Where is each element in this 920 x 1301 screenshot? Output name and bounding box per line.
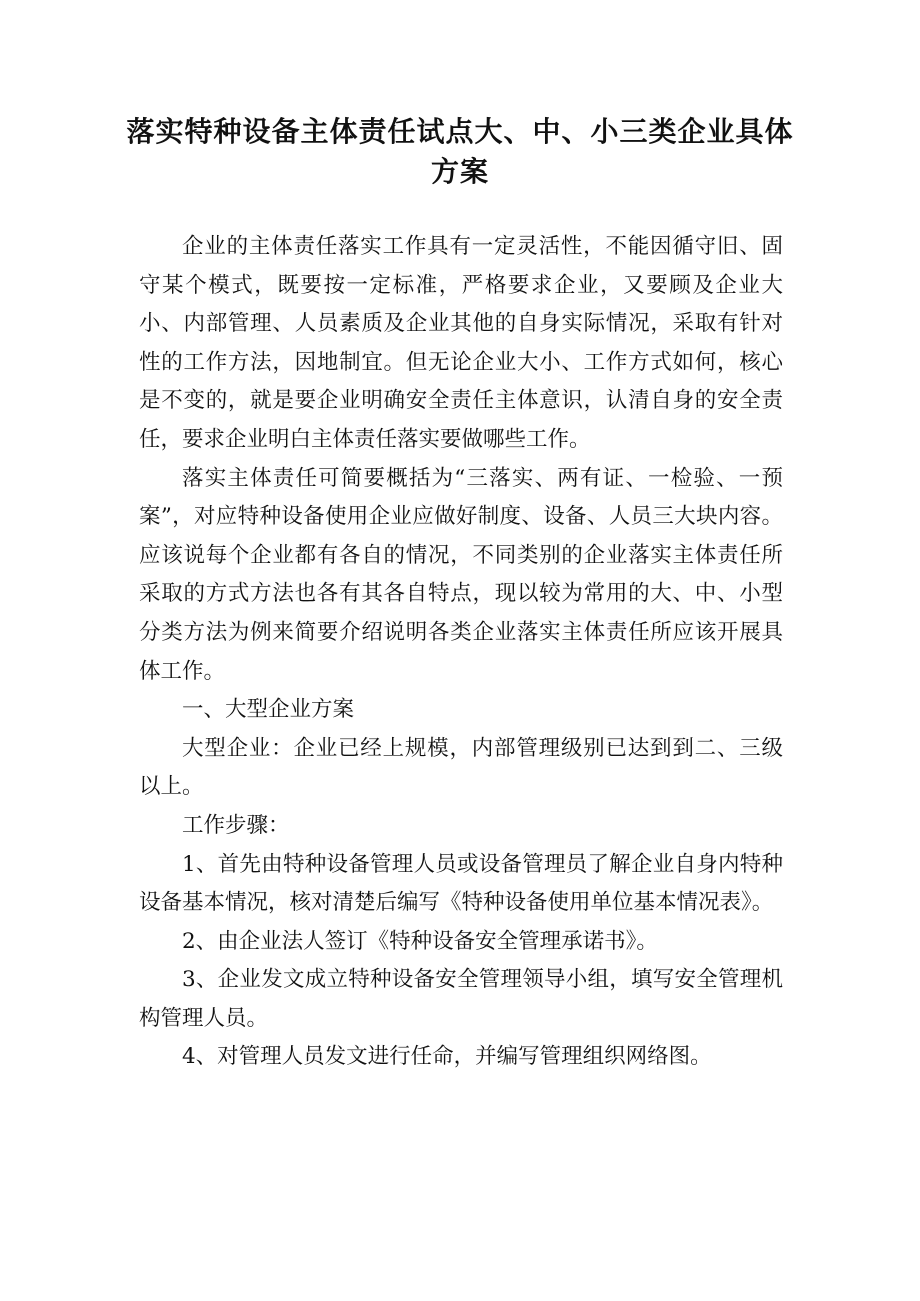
paragraph-summary: 落实主体责任可简要概括为“三落实、两有证、一检验、一预案”，对应特种设备使用企业应做好制度、设备、人员三大块内容。应该说每个企业都有各自的情况，不同类别的企业落实主体责任所采取的方式方法也各有其各自特点，现以较为常用的大、中、小型分类方法为例来简要介绍说明各类企业落实主体责任所应该开展具体工作。 bbox=[139, 465, 783, 684]
paragraph-work-steps-label: 工作步骤： bbox=[182, 812, 290, 838]
list-item-step-4: 4、对管理人员发文进行任命，并编写管理组织网络图。 bbox=[182, 1044, 712, 1070]
paragraph-intro: 企业的主体责任落实工作具有一定灵活性，不能因循守旧、固守某个模式，既要按一定标准，严格要求企业，又要顾及企业大小、内部管理、人员素质及企业其他的自身实际情况，采取有针对性的工作方法，因地制宜。但无论企业大小、工作方式如何，核心是不变的，就是要企业明确安全责任主体意识，认清自身的安全责任，要求企业明白主体责任落实要做哪些工作。 bbox=[139, 234, 783, 452]
list-item-step-2: 2、由企业法人签订《特种设备安全管理承诺书》。 bbox=[182, 928, 658, 954]
list-item-step-3: 3、企业发文成立特种设备安全管理领导小组，填写安全管理机构管理人员。 bbox=[139, 967, 783, 1031]
list-item-step-1: 1、首先由特种设备管理人员或设备管理员了解企业自身内特种设备基本情况，核对清楚后编写《特种设备使用单位基本情况表》。 bbox=[139, 851, 783, 916]
document-body bbox=[139, 228, 783, 1077]
title-line-2: 方案 bbox=[430, 155, 489, 188]
section-heading-large-enterprise: 一、大型企业方案 bbox=[182, 697, 355, 723]
title-line-1: 落实特种设备主体责任试点大、中、小三类企业具体 bbox=[126, 115, 794, 148]
paragraph-large-enterprise-definition: 大型企业：企业已经上规模，内部管理级别已达到到二、三级以上。 bbox=[139, 735, 783, 800]
document-title bbox=[120, 112, 800, 192]
